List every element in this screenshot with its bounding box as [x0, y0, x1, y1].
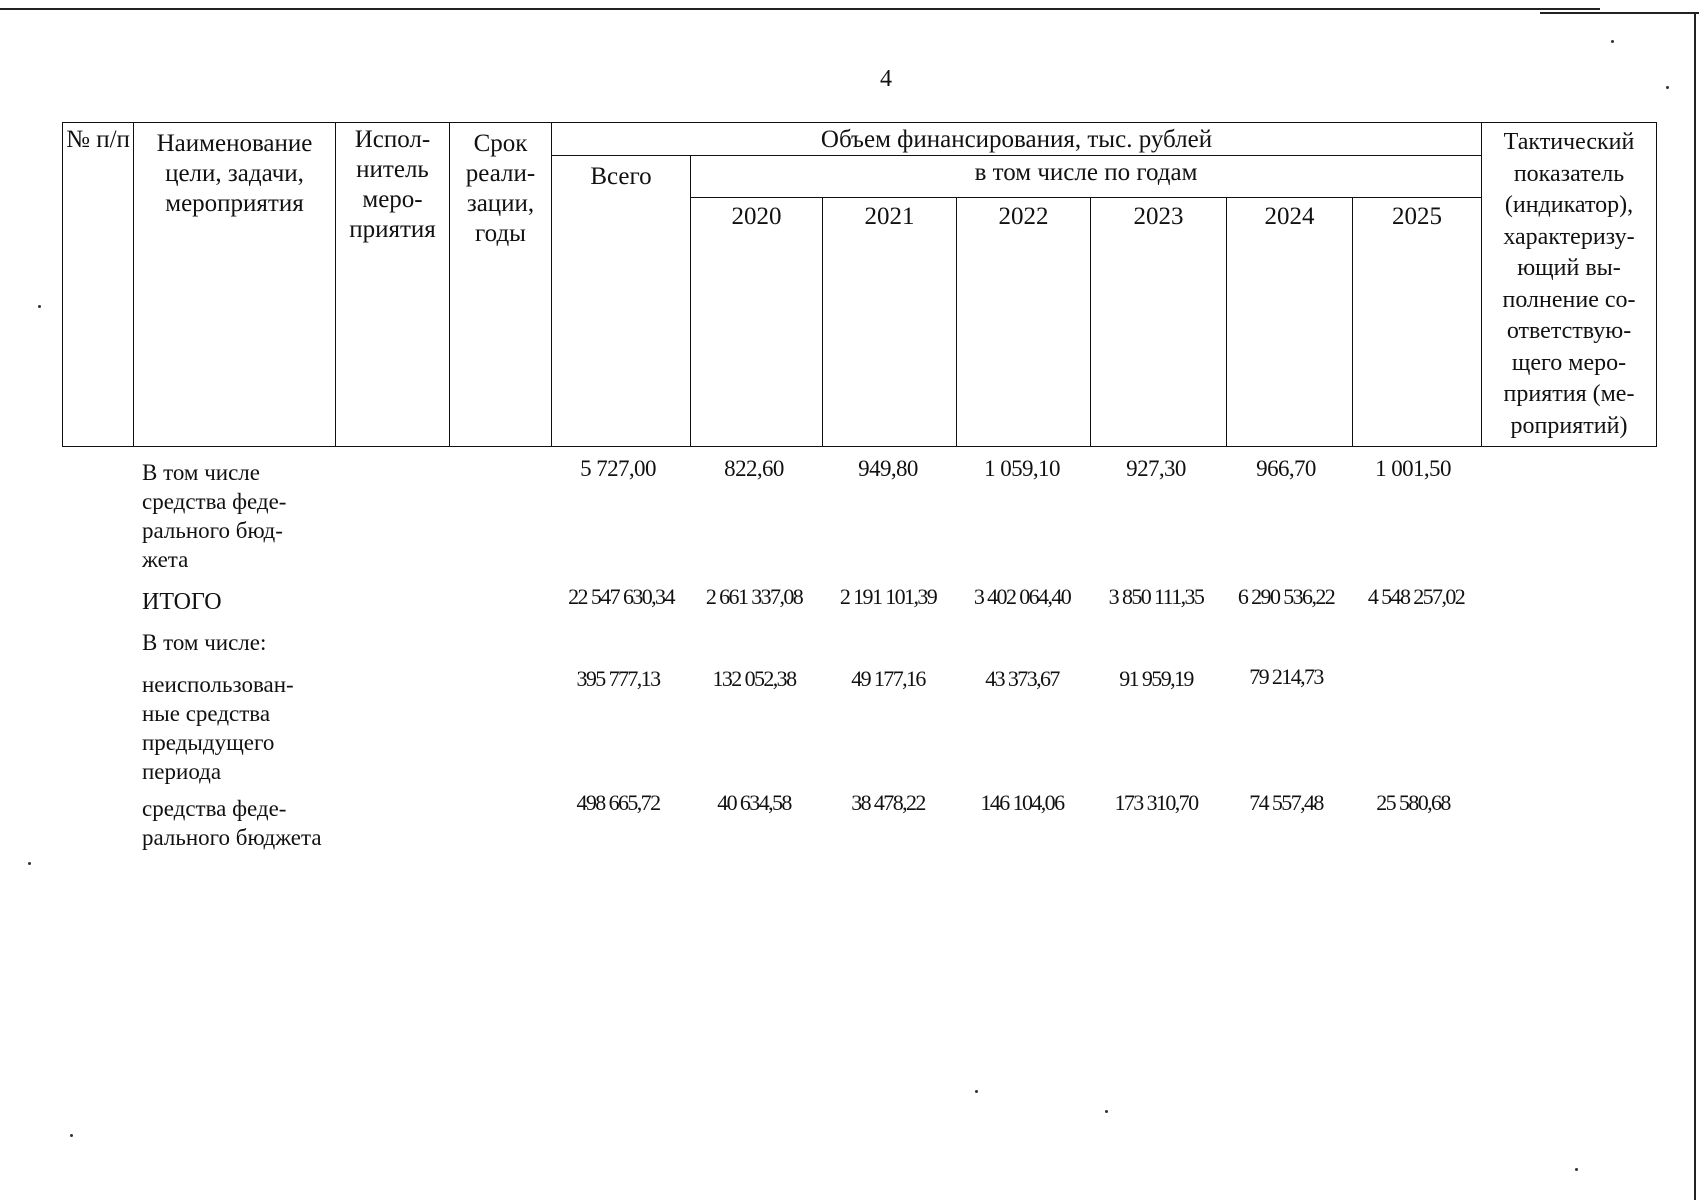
row-federal-budget-2025: 1 001,50: [1375, 456, 1451, 481]
row-federal-funds-total: 498 665,72: [576, 790, 660, 815]
row-label-unused-funds: неиспользован-ные средства предыдущего периода: [142, 672, 294, 784]
header-term: Срок реали-зации, годы: [450, 123, 552, 447]
row-federal-budget-total: 5 727,00: [580, 456, 656, 481]
row-total-total: 22 547 630,34: [568, 584, 674, 609]
row-federal-funds-2022: 146 104,06: [980, 790, 1064, 815]
row-label-including: В том числе:: [142, 630, 267, 655]
row-unused-funds-2022: 43 373,67: [985, 666, 1059, 691]
row-federal-budget-2021: 949,80: [858, 456, 918, 481]
scan-speck: [975, 1090, 978, 1093]
top-right-scan-rule: [1540, 12, 1699, 14]
header-year-2025: 2025: [1353, 198, 1482, 447]
row-federal-funds-2021: 38 478,22: [851, 790, 925, 815]
row-federal-funds-2025: 25 580,68: [1376, 790, 1450, 815]
header-executor: Испол-нитель меро-приятия: [336, 123, 450, 447]
row-unused-funds-total: 395 777,13: [576, 666, 660, 691]
row-label-federal-budget: В том числе средства феде-рального бюд-жета: [142, 460, 287, 572]
header-year-2021: 2021: [823, 198, 957, 447]
row-federal-budget-2022: 1 059,10: [984, 456, 1060, 481]
header-year-2023: 2023: [1091, 198, 1227, 447]
row-total-2021: 2 191 101,39: [839, 584, 937, 609]
header-year-2024: 2024: [1227, 198, 1353, 447]
funding-table-header: [62, 122, 1657, 447]
row-federal-funds-2023: 173 310,70: [1114, 790, 1198, 815]
row-federal-budget-2024: 966,70: [1256, 456, 1316, 481]
row-federal-funds-2020: 40 634,58: [717, 790, 791, 815]
scan-speck: [1105, 1110, 1108, 1113]
row-label-total: ИТОГО: [142, 589, 222, 615]
row-label-federal-funds: средства феде-рального бюджета: [142, 796, 322, 850]
header-year-2020: 2020: [691, 198, 823, 447]
page-number: 4: [880, 66, 892, 92]
header-funding: Объем финансирования, тыс. рублей: [552, 123, 1482, 156]
right-edge-scan-rule: [1694, 14, 1696, 1200]
row-total-2025: 4 548 257,02: [1367, 584, 1465, 609]
row-federal-funds-2024: 74 557,48: [1249, 790, 1323, 815]
row-total-2024: 6 290 536,22: [1237, 584, 1335, 609]
header-indicator: Тактический показатель (индикатор), характеризу-ющий вы-полнение со-ответствую-щего меро-приятия (ме-роприятий): [1482, 123, 1657, 447]
header-number: № п/п: [63, 123, 134, 447]
header-total: Всего: [552, 156, 691, 447]
row-federal-budget-2023: 927,30: [1126, 456, 1186, 481]
header-by-years: в том числе по годам: [691, 156, 1482, 198]
row-total-2022: 3 402 064,40: [973, 584, 1071, 609]
row-total-2020: 2 661 337,08: [705, 584, 803, 609]
header-name: Наименование цели, задачи, мероприятия: [134, 123, 336, 447]
row-federal-budget-2020: 822,60: [724, 456, 784, 481]
scan-speck: [1611, 40, 1614, 43]
row-unused-funds-2023: 91 959,19: [1119, 666, 1193, 691]
header-year-2022: 2022: [957, 198, 1091, 447]
top-scan-rule: [0, 8, 1600, 10]
scan-speck: [70, 1134, 73, 1137]
scan-speck: [1666, 86, 1669, 89]
scan-speck: [1575, 1168, 1578, 1171]
row-unused-funds-2020: 132 052,38: [712, 666, 796, 691]
scan-speck: [38, 305, 41, 308]
row-unused-funds-2021: 49 177,16: [851, 666, 925, 691]
row-total-2023: 3 850 111,35: [1108, 584, 1204, 609]
row-unused-funds-2024: 79 214,73: [1249, 664, 1323, 689]
scan-speck: [28, 862, 31, 865]
